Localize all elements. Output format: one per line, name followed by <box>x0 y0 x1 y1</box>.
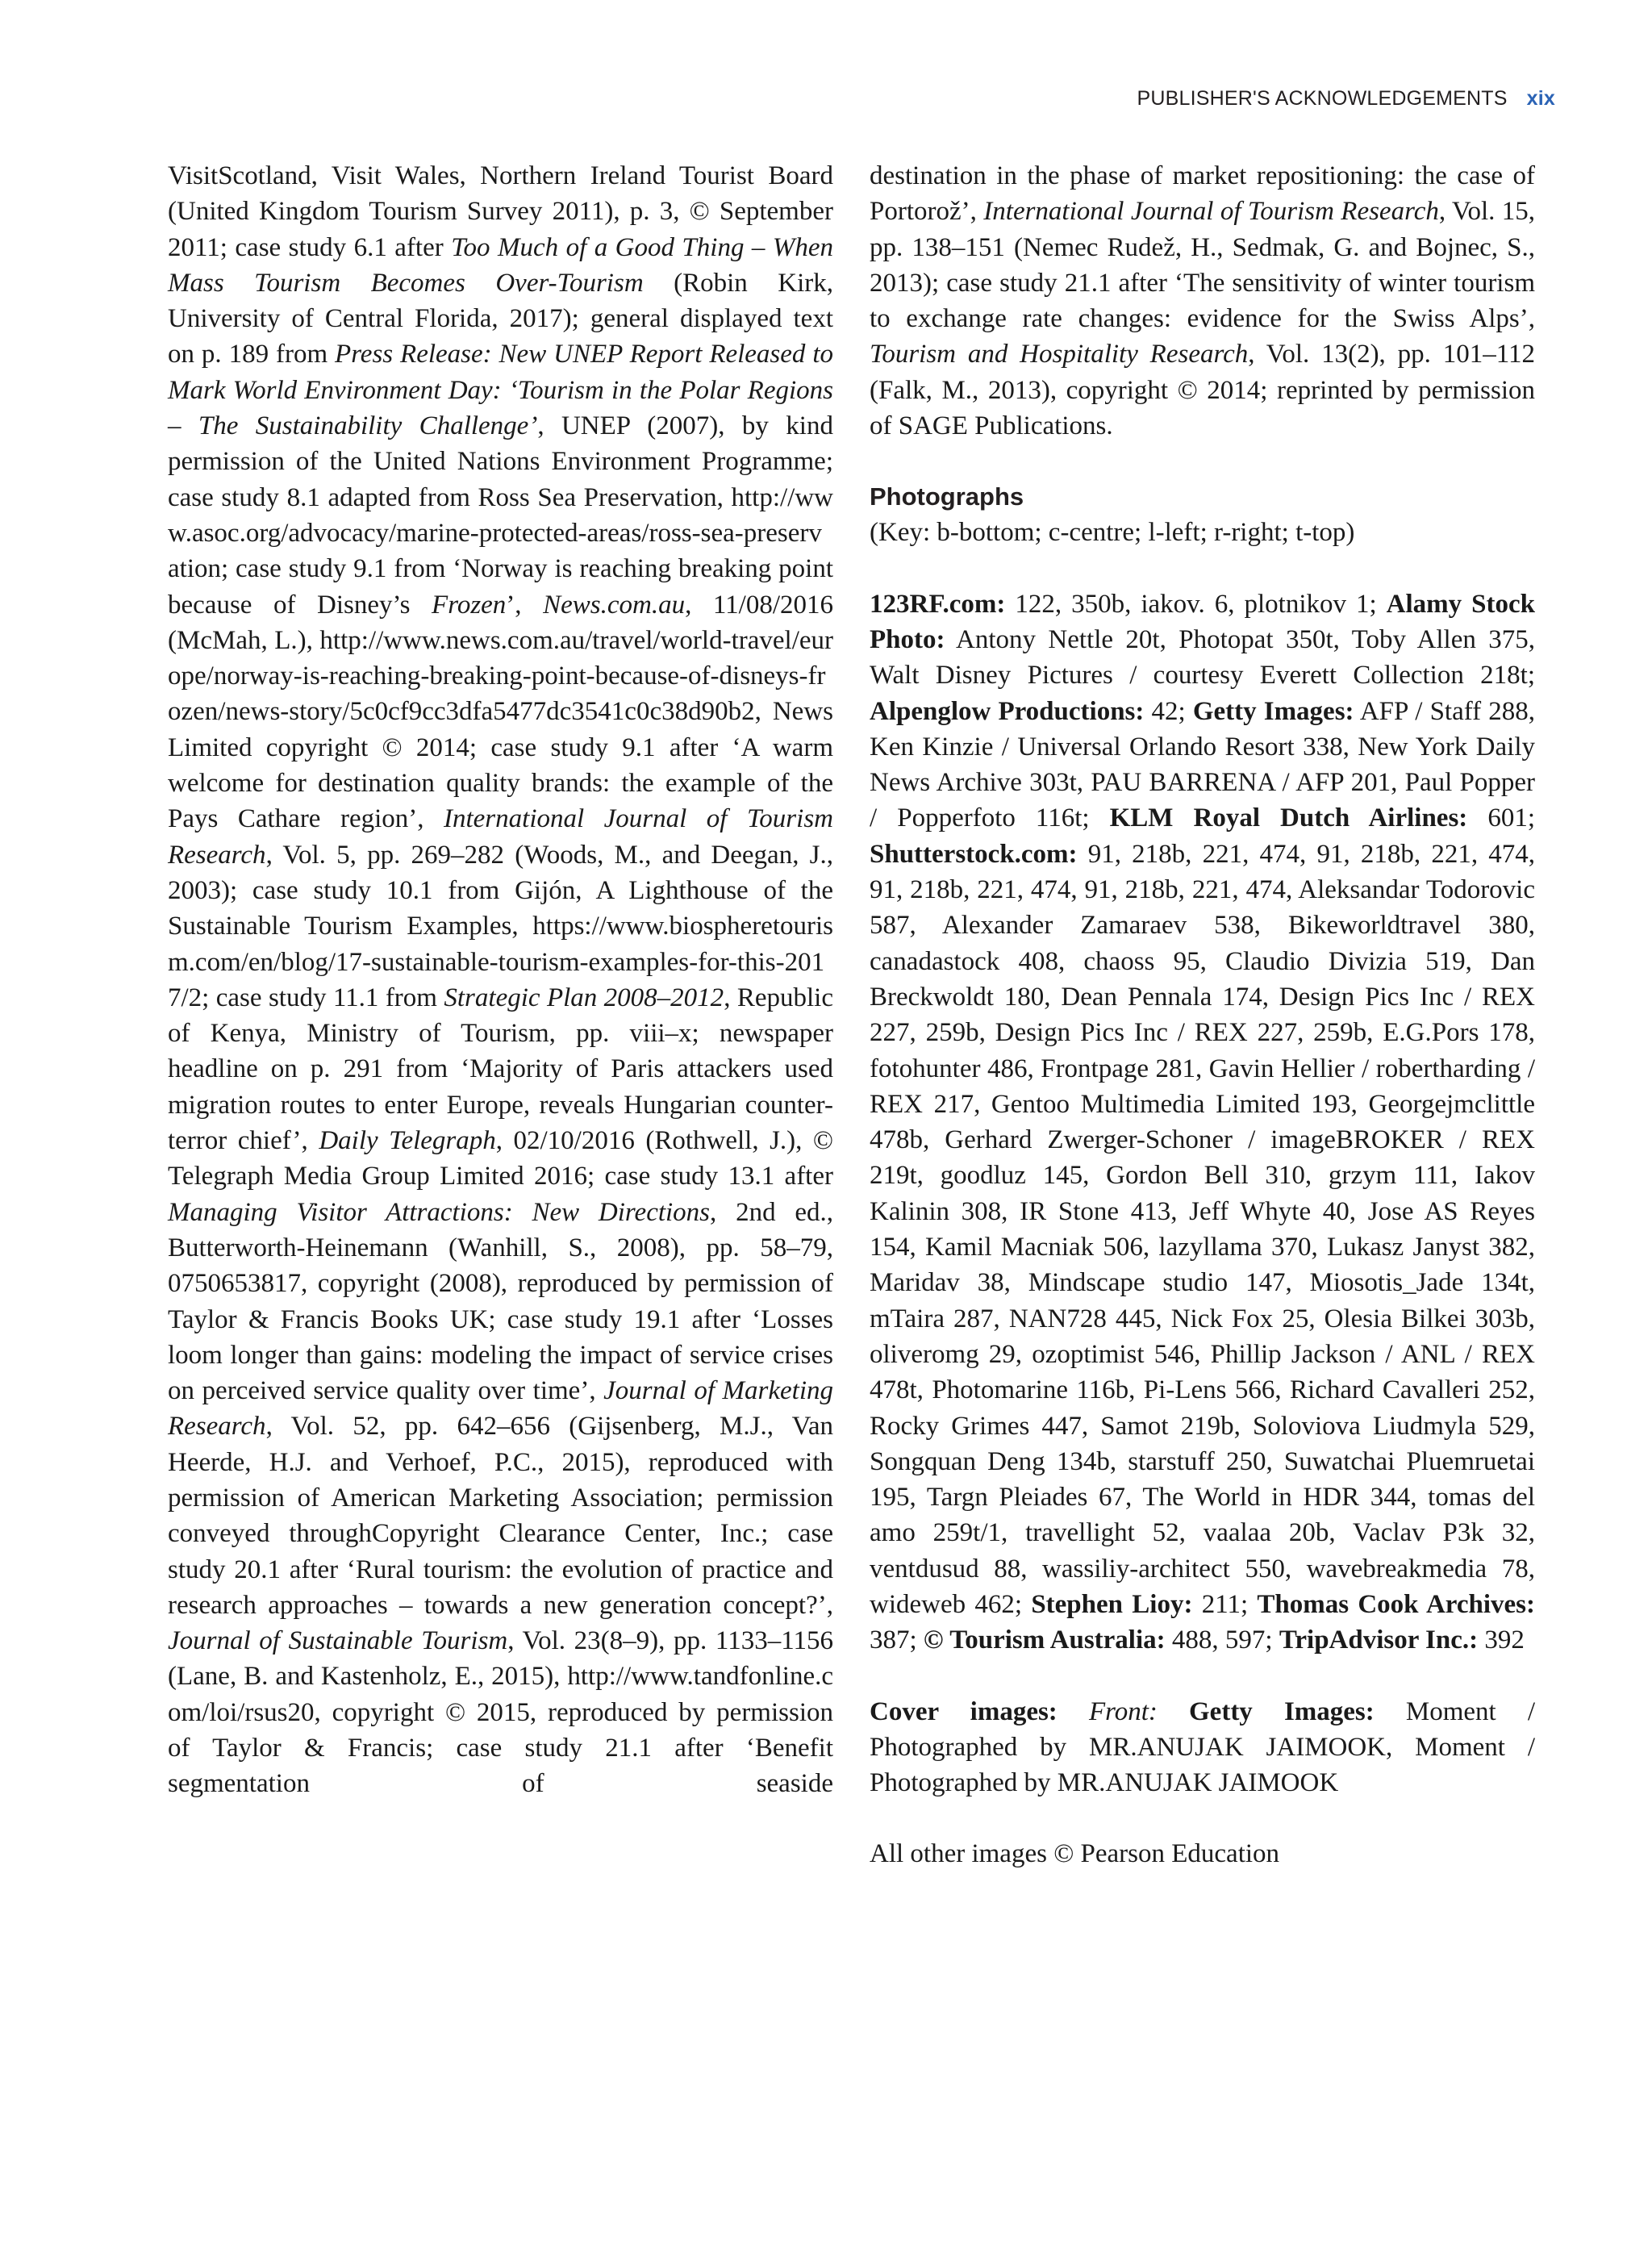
italic-title: Daily Telegraph <box>319 1126 496 1156</box>
credit-text: Moment / Photographed by MR.ANUJAK JAIMOOK, Moment / Photographed by MR.ANUJAK JAIMOOK <box>870 1696 1536 1798</box>
credit-text: 387; <box>870 1625 924 1655</box>
credit-source: Getty Images: <box>1192 696 1354 726</box>
italic-title: Journal of Marketing Research <box>168 1376 833 1442</box>
credit-source: TripAdvisor Inc.: <box>1279 1625 1479 1655</box>
italic-title: Press Release: New UNEP Report Released to Mark World Environment Day: ‘Tourism in the Polar Regions – The Sustainability Challenge’ <box>168 340 833 441</box>
credit-source: Alpenglow Productions: <box>870 696 1145 726</box>
photo-credits <box>870 586 1535 1659</box>
text-segment: ’, <box>506 590 544 620</box>
italic-title: International Journal of Tourism Research <box>168 804 833 870</box>
page-number: xix <box>1526 87 1555 110</box>
text-segment: VisitScotland, Visit Wales, Northern Ireland Tourist Board (United Kingdom Tourism Survey 2011), p. 3, © September 2011; case study 6.1 after <box>168 161 833 262</box>
text-segment: , Vol. 23(8–9), pp. 1133–1156 (Lane, B. and Kastenholz, E., 2015), <box>168 1626 833 1692</box>
text-segment: , Vol. 5, pp. 269–282 (Woods, M., and Deegan, J., 2003); case study 10.1 from Gijón, A Lighthouse of the Sustainable Tourism Examples, <box>168 840 833 941</box>
credit-source: © Tourism Australia: <box>923 1625 1166 1655</box>
credit-text: 211; <box>1192 1589 1258 1619</box>
text-segment: , 02/10/2016 (Rothwell, J.), © Telegraph Media Group Limited 2016; case study 13.1 after <box>168 1126 833 1191</box>
cover-images-credit <box>870 1694 1535 1801</box>
credit-text: 122, 350b, iakov. 6, plotnikov 1; <box>1005 589 1387 619</box>
italic-title: Too Much of a Good Thing – When Mass Tourism Becomes Over-Tourism <box>168 232 833 298</box>
credit-source: KLM Royal Dutch Airlines: <box>1109 803 1468 833</box>
text-segment: , 2nd ed., Butterworth-Heinemann (Wanhill, S., 2008), pp. 58–79, 0750653817, copyright (2008), reproduced by permission of Taylor & Francis Books UK; case study 19.1 after ‘Losses loom longer than gains: modeling the impact of service crises on perceived service quality over time’, <box>168 1197 834 1406</box>
italic-title: Strategic Plan 2008–2012 <box>444 983 724 1012</box>
credit-source: 123RF.com: <box>870 589 1006 619</box>
credit-source: Alamy Stock Photo: <box>870 589 1535 654</box>
spacer <box>870 444 1535 479</box>
url-link[interactable]: http://www.news.com.au/travel/world-travel/europe/norway-is-reaching-breaking-point-because-of-disneys-frozen/news-story/5c0cf9cc3dfa5477dc3541c0c38d90b2 <box>168 625 833 727</box>
text-segment: (Robin Kirk, University of Central Florida, 2017); general displayed text on p. 189 from <box>168 268 833 369</box>
credit-text: 488, 597; <box>1165 1625 1279 1655</box>
text-segment: , UNEP (2007), by kind permission of the United Nations Environment Programme; case study 8.1 adapted from Ross Sea Preservation, <box>168 411 833 512</box>
url-link[interactable]: https://www.biospheretourism.com/en/blog/17-sustainable-tourism-examples-for-this-2017/2 <box>168 912 833 1012</box>
spacer <box>870 1659 1535 1694</box>
text-segment: , Vol. 52, pp. 642–656 (Gijsenberg, M.J., Van Heerde, H.J. and Verhoef, P.C., 2015), reproduced with permission of American Marketing Association; permission conveyed throughCopyright Clearance Center, Inc.; case study 20.1 after ‘Rural tourism: the evolution of practice and research approaches – towards a new generation concept?’, <box>168 1412 833 1620</box>
credit-text: 91, 218b, 221, 474, 91, 218b, 221, 474, 91, 218b, 221, 474, 91, 218b, 221, 474, Aleksandar Todorovic 587, Alexander Zamaraev 538, Bikeworldtravel 380, canadastock 408, chaoss 95, Claudio Divizia 519, Dan Breckwoldt 180, Dean Pennala 174, Design Pics Inc / REX 227, 259b, Design Pics Inc / REX 227, 259b, E.G.Pors 178, fotohunter 486, Frontpage 281, Gavin Hellier / robertharding / REX 217, Gentoo Multimedia Limited 193, Georgejmclittle 478b, Gerhard Zwerger-Schoner / imageBROKER / REX 219t, goodluz 145, Gordon Bell 310, grzym 111, Iakov Kalinin 308, IR Stone 413, Jeff Whyte 40, Jose AS Reyes 154, Kamil Macniak 506, lazyllama 370, Lukasz Janyst 382, Maridav 38, Mindscape studio 147, Miosotis_Jade 134t, mTaira 287, NAN728 445, Nick Fox 25, Olesia Bilkei 303b, oliveromg 29, ozoptimist 546, Phillip Jackson / ANL / REX 478t, Photomarine 116b, Pi-Lens 566, Richard Cavalleri 252, Rocky Grimes 447, Samot 219b, Soloviova Liudmyla 529, Songquan Deng 134b, starstuff 250, Suwatchai Pluemruetai 195, Targn Pleiades 67, The World in HDR 344, tomas del amo 259t/1, travellight 52, vaalaa 20b, Vaclav P3k 32, ventdusud 88, wassiliy-architect 550, wavebreakmedia 78, wideweb 462; <box>870 839 1535 1619</box>
text-segment: , 11/08/2016 (McMah, L.), <box>168 590 833 655</box>
credit-source: Thomas Cook Archives: <box>1257 1589 1535 1619</box>
text-segment: , Vol. 15, pp. 138–151 (Nemec Rudež, H., Sedmak, G. and Bojnec, S., 2013); case study 21.1 after ‘The sensitivity of winter tourism to exchange rate changes: evidence for the Swiss Alps’, <box>870 197 1536 334</box>
italic-title: Journal of Sustainable Tourism <box>168 1626 508 1656</box>
url-link[interactable]: http://www.asoc.org/advocacy/marine-protected-areas/ross-sea-preservation <box>168 482 833 584</box>
text-segment: ; case study 9.1 from ‘Norway is reaching breaking point because of Disney’s <box>168 554 833 620</box>
credit-text: 42; <box>1144 696 1193 726</box>
credit-text: Antony Nettle 20t, Photopat 350t, Toby Allen 375, Walt Disney Pictures / courtesy Everett Collection 218t; <box>870 624 1535 691</box>
text-segment: , Republic of Kenya, Ministry of Tourism, pp. viii–x; newspaper headline on p. 291 from ‘Majority of Paris attackers used migration routes to enter Europe, reveals Hungarian counter-terror chief’, <box>168 983 833 1156</box>
url-link[interactable]: http://www.tandfonline.com/loi/rsus20 <box>168 1662 833 1727</box>
cover-front-label: Front: <box>1088 1696 1158 1726</box>
key-line: (Key: b-bottom; c-centre; l-left; r-right; t-top) <box>870 518 1355 548</box>
italic-title: News.com.au <box>543 590 686 620</box>
running-head-title: PUBLISHER'S ACKNOWLEDGEMENTS <box>1137 87 1508 110</box>
spacer <box>870 1801 1535 1836</box>
italic-title: International Journal of Tourism Research <box>983 197 1439 227</box>
other-images-credit: All other images © Pearson Education <box>870 1839 1280 1869</box>
credit-text: AFP / Staff 288, Ken Kinzie / Universal Orlando Resort 338, New York Daily News Archive 303t, PAU BARRENA / AFP 201, Paul Popper / Popperfoto 116t; <box>870 696 1536 833</box>
credit-source: Shutterstock.com: <box>870 839 1078 869</box>
italic-title: Frozen <box>432 590 507 620</box>
right-column <box>870 158 1535 1872</box>
cover-images-label: Cover images: <box>870 1696 1058 1726</box>
text-segment: , copyright © 2015, reproduced by permission of Taylor & Francis; case study 21.1 after ‘Benefit segmentation of seaside <box>168 1697 833 1799</box>
text-segment: destination in the phase of market repositioning: the case of Portorož’, <box>870 161 1535 227</box>
left-column <box>168 158 833 1802</box>
credit-text: 601; <box>1467 803 1536 833</box>
credit-source: Stephen Lioy: <box>1031 1589 1193 1619</box>
italic-title: Managing Visitor Attractions: New Directions <box>168 1197 711 1227</box>
text-segment: , Vol. 13(2), pp. 101–112 (Falk, M., 2013), copyright © 2014; reprinted by permission of SAGE Publications. <box>870 340 1536 441</box>
photographs-heading: Photographs <box>870 482 1024 511</box>
spacer <box>870 551 1535 586</box>
text-segment: ; case study 11.1 from <box>202 983 444 1012</box>
credit-text: 392 <box>1478 1625 1525 1655</box>
acknowledgements-text-end <box>870 158 1535 444</box>
acknowledgements-text-continued <box>168 158 833 1802</box>
running-head <box>1137 87 1555 111</box>
credit-source: Getty Images: <box>1189 1696 1375 1726</box>
italic-title: Tourism and Hospitality Research <box>870 340 1249 369</box>
text-segment: , News Limited copyright © 2014; case study 9.1 after ‘A warm welcome for destination quality brands: the example of the Pays Cathare region’, <box>168 697 833 834</box>
